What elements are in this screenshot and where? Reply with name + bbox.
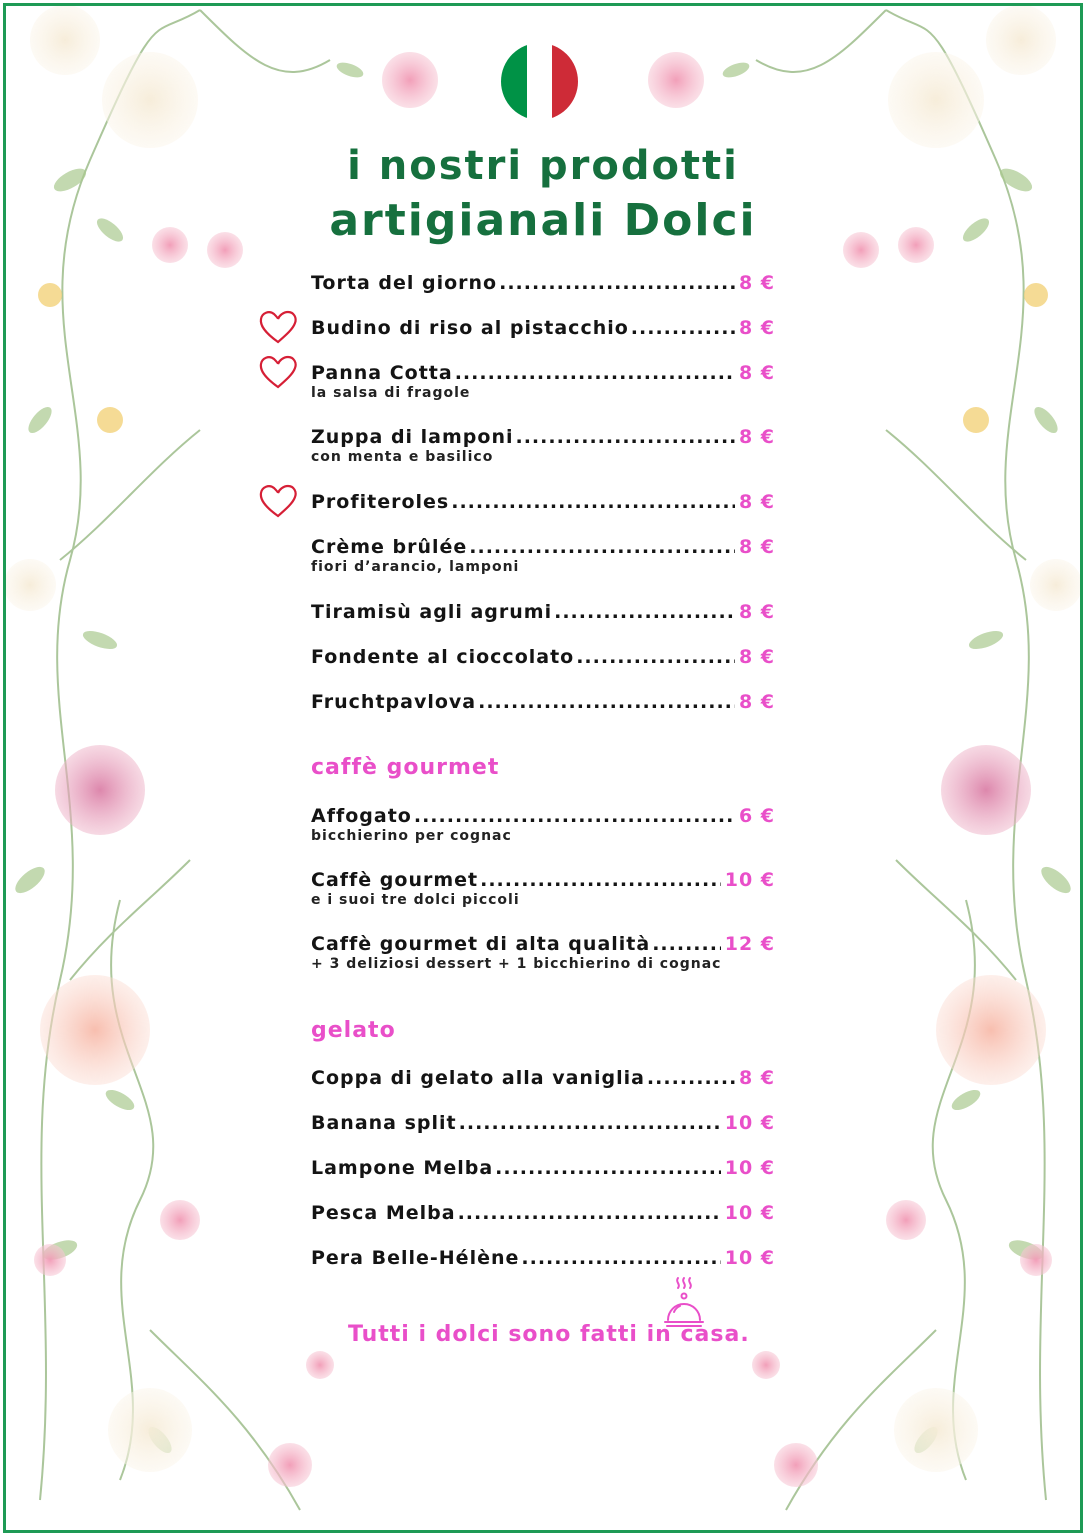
menu-item-row (311, 646, 775, 668)
dot-leader (631, 317, 735, 339)
menu-item-description: + 3 deliziosi dessert + 1 bicchierino di cognac (311, 956, 722, 972)
dot-leader (554, 601, 735, 623)
menu-item-price: 10 € (724, 1202, 775, 1224)
heart-icon (258, 483, 298, 519)
dot-leader (576, 646, 735, 668)
menu-item-row (311, 272, 775, 294)
menu-item-price: 10 € (724, 1247, 775, 1269)
dot-leader (451, 491, 735, 513)
dot-leader (647, 1067, 735, 1089)
dot-leader (458, 1202, 721, 1224)
menu-item-name: Pera Belle-Hélène (311, 1247, 520, 1269)
flag-white-band (527, 43, 553, 120)
gelato-item (311, 1067, 775, 1089)
menu-item-name: Zuppa di lamponi (311, 426, 514, 448)
section-heading-gelato: gelato (311, 1018, 396, 1043)
menu-item-row (311, 317, 775, 339)
menu-item-name: Lampone Melba (311, 1157, 494, 1179)
dot-leader (521, 1247, 720, 1269)
dot-leader (459, 1112, 721, 1134)
title-line-2: artigianali Dolci (329, 195, 757, 246)
dot-leader (495, 1157, 721, 1179)
menu-item-name: Banana split (311, 1112, 457, 1134)
menu-item-price: 8 € (738, 691, 775, 713)
dot-leader (516, 426, 735, 448)
menu-item-row (311, 1202, 775, 1224)
dot-leader (480, 869, 721, 891)
menu-item-row (311, 691, 775, 713)
menu-item-name: Affogato (311, 805, 412, 827)
menu-item-price: 6 € (738, 805, 775, 827)
menu-item-row (311, 362, 775, 384)
menu-item-row (311, 491, 775, 513)
dolci-item (311, 426, 775, 465)
menu-item-price: 8 € (738, 362, 775, 384)
dolci-item (311, 646, 775, 668)
dot-leader (455, 362, 735, 384)
menu-item-row (311, 1247, 775, 1269)
menu-item-row (311, 601, 775, 623)
caffe-item (311, 933, 775, 972)
italian-flag-icon (501, 43, 578, 120)
menu-item-price: 8 € (738, 272, 775, 294)
menu-item-price: 8 € (738, 646, 775, 668)
menu-item-row (311, 1157, 775, 1179)
dot-leader (478, 691, 735, 713)
caffe-item (311, 869, 775, 908)
dolci-item (311, 362, 775, 401)
menu-item-price: 10 € (724, 1112, 775, 1134)
menu-item-name: Profiteroles (311, 491, 450, 513)
menu-item-name: Budino di riso al pistacchio (311, 317, 629, 339)
menu-item-price: 8 € (738, 317, 775, 339)
menu-item-price: 8 € (738, 601, 775, 623)
heart-icon (258, 309, 298, 345)
menu-item-name: Fondente al cioccolato (311, 646, 575, 668)
gelato-item (311, 1112, 775, 1134)
menu-item-row (311, 933, 775, 955)
gelato-item (311, 1247, 775, 1269)
menu-item-row (311, 1112, 775, 1134)
menu-item-name: Crème brûlée (311, 536, 468, 558)
menu-item-name: Panna Cotta (311, 362, 453, 384)
dolci-item (311, 536, 775, 575)
menu-item-row (311, 869, 775, 891)
menu-item-price: 8 € (738, 536, 775, 558)
menu-item-row (311, 426, 775, 448)
title-line-1: i nostri prodotti (347, 143, 739, 189)
menu-item-price: 10 € (724, 869, 775, 891)
menu-item-price: 8 € (738, 491, 775, 513)
menu-item-row (311, 536, 775, 558)
menu-item-price: 10 € (724, 1157, 775, 1179)
menu-item-price: 12 € (724, 933, 775, 955)
dolci-item (311, 491, 775, 513)
menu-item-description: bicchierino per cognac (311, 828, 512, 844)
section-heading-caffe: caffè gourmet (311, 755, 500, 780)
menu-item-name: Fruchtpavlova (311, 691, 477, 713)
dolci-item (311, 272, 775, 294)
dot-leader (499, 272, 735, 294)
menu-item-name: Coppa di gelato alla vaniglia (311, 1067, 645, 1089)
menu-item-description: fiori d’arancio, lamponi (311, 559, 520, 575)
dolci-item (311, 691, 775, 713)
gelato-item (311, 1202, 775, 1224)
menu-item-name: Caffè gourmet (311, 869, 479, 891)
menu-item-name: Torta del giorno (311, 272, 498, 294)
menu-item-description: la salsa di fragole (311, 385, 471, 401)
menu-item-description: e i suoi tre dolci piccoli (311, 892, 520, 908)
footer-note: Tutti i dolci sono fatti in casa. (348, 1322, 750, 1347)
menu-item-price: 8 € (738, 1067, 775, 1089)
menu-item-name: Pesca Melba (311, 1202, 456, 1224)
menu-item-name: Tiramisù agli agrumi (311, 601, 553, 623)
menu-item-row (311, 805, 775, 827)
menu-item-description: con menta e basilico (311, 449, 494, 465)
menu-item-row (311, 1067, 775, 1089)
menu-item-name: Caffè gourmet di alta qualità (311, 933, 651, 955)
dot-leader (469, 536, 735, 558)
heart-icon (258, 354, 298, 390)
dot-leader (652, 933, 721, 955)
dolci-item (311, 601, 775, 623)
menu-item-price: 8 € (738, 426, 775, 448)
dolci-item (311, 317, 775, 339)
gelato-item (311, 1157, 775, 1179)
dot-leader (414, 805, 735, 827)
caffe-item (311, 805, 775, 844)
